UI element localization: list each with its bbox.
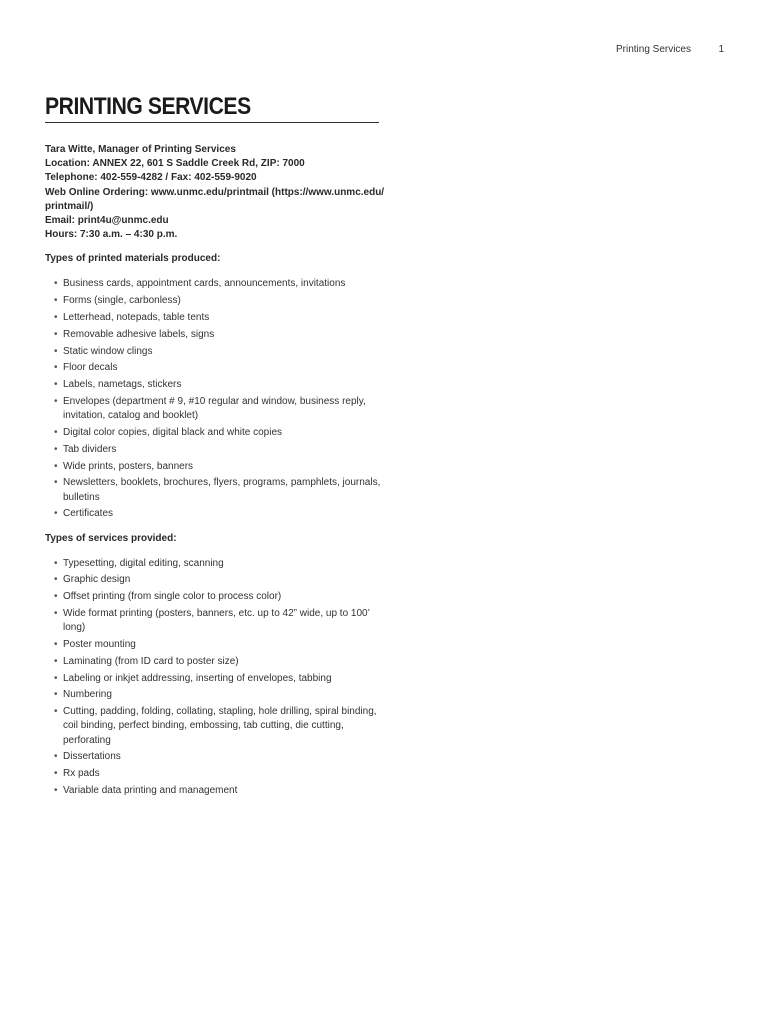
page-number: 1 bbox=[718, 44, 724, 55]
bullet-icon: • bbox=[54, 443, 58, 455]
materials-list bbox=[45, 277, 385, 521]
bullet-icon: • bbox=[54, 638, 58, 650]
list-item: • Newsletters, booklets, brochures, flyers, programs, pamphlets, journals, bulletins bbox=[54, 477, 381, 503]
bullet-icon: • bbox=[54, 784, 58, 796]
bullet-icon: • bbox=[54, 312, 58, 324]
contact-phone: Telephone: 402-559-4282 / Fax: 402-559-9020 bbox=[45, 172, 257, 184]
bullet-icon: • bbox=[54, 345, 58, 357]
bullet-icon: • bbox=[54, 689, 58, 701]
list-item: • Offset printing (from single color to process color) bbox=[45, 590, 385, 604]
list-item: • Forms (single, carbonless) bbox=[45, 294, 385, 308]
contact-block bbox=[45, 143, 385, 242]
bullet-icon: • bbox=[54, 655, 58, 667]
bullet-icon: • bbox=[54, 557, 58, 569]
bullet-icon: • bbox=[54, 768, 58, 780]
list-item: • Cutting, padding, folding, collating, stapling, hole drilling, spiral binding, coil binding, perfect binding, embossing, tab cutting, die cutting, perforating bbox=[54, 706, 377, 746]
list-item: • Typesetting, digital editing, scanning bbox=[45, 557, 385, 571]
contact-hours: Hours: 7:30 a.m. – 4:30 p.m. bbox=[45, 229, 178, 241]
list-item: • Digital color copies, digital black and white copies bbox=[45, 426, 385, 440]
materials-heading: Types of printed materials produced: bbox=[45, 253, 221, 265]
title-underline bbox=[45, 122, 379, 123]
services-list bbox=[45, 557, 385, 799]
contact-manager: Tara Witte, Manager of Printing Services bbox=[45, 144, 236, 155]
document-body bbox=[45, 92, 385, 801]
bullet-icon: • bbox=[54, 591, 58, 603]
bullet-icon: • bbox=[54, 574, 58, 586]
services-heading: Types of services provided: bbox=[45, 532, 177, 544]
bullet-icon: • bbox=[54, 379, 58, 391]
list-item: • Envelopes (department # 9, #10 regular and window, business reply, invitation, catalog and booklet) bbox=[54, 396, 366, 422]
list-item: • Removable adhesive labels, signs bbox=[45, 328, 385, 342]
bullet-icon: • bbox=[54, 460, 58, 472]
contact-web-continued: printmail/) bbox=[45, 200, 94, 212]
bullet-icon: • bbox=[54, 672, 58, 684]
list-item: • Graphic design bbox=[45, 573, 385, 587]
contact-location: Location: ANNEX 22, 601 S Saddle Creek Rd, ZIP: 7000 bbox=[45, 158, 305, 170]
bullet-icon: • bbox=[54, 427, 58, 438]
bullet-icon: • bbox=[54, 328, 58, 340]
bullet-icon: • bbox=[54, 477, 58, 489]
bullet-icon: • bbox=[54, 362, 58, 374]
list-item: • Static window clings bbox=[45, 345, 385, 359]
bullet-icon: • bbox=[54, 607, 58, 619]
list-item: • Floor decals bbox=[45, 361, 385, 375]
running-title: Printing Services bbox=[615, 44, 691, 55]
list-item: • Certificates bbox=[45, 507, 385, 521]
list-item: • Rx pads bbox=[45, 767, 385, 781]
page-header bbox=[0, 44, 770, 58]
list-item: • Labels, nametags, stickers bbox=[45, 378, 385, 392]
list-item: • Tab dividers bbox=[45, 443, 385, 457]
list-item: • Wide format printing (posters, banners, etc. up to 42” wide, up to 100’ long) bbox=[54, 607, 370, 634]
page-title: PRINTING SERVICES bbox=[45, 93, 251, 120]
list-item: • Poster mounting bbox=[45, 638, 385, 652]
bullet-icon: • bbox=[54, 396, 58, 407]
bullet-icon: • bbox=[54, 706, 58, 718]
list-item: • Business cards, appointment cards, announcements, invitations bbox=[45, 277, 385, 291]
list-item: • Wide prints, posters, banners bbox=[45, 460, 385, 474]
bullet-icon: • bbox=[54, 278, 58, 290]
list-item: • Labeling or inkjet addressing, inserting of envelopes, tabbing bbox=[45, 672, 385, 686]
contact-email: Email: print4u@unmc.edu bbox=[45, 215, 169, 227]
list-item: • Dissertations bbox=[45, 750, 385, 764]
list-item: • Numbering bbox=[45, 688, 385, 702]
bullet-icon: • bbox=[54, 295, 58, 307]
list-item: • Laminating (from ID card to poster size) bbox=[45, 655, 385, 669]
list-item: • Variable data printing and management bbox=[45, 784, 385, 798]
contact-web: Web Online Ordering: www.unmc.edu/printmail (https://www.unmc.edu/ bbox=[45, 186, 385, 198]
list-item: • Letterhead, notepads, table tents bbox=[45, 311, 385, 325]
bullet-icon: • bbox=[54, 508, 58, 520]
bullet-icon: • bbox=[54, 751, 58, 763]
